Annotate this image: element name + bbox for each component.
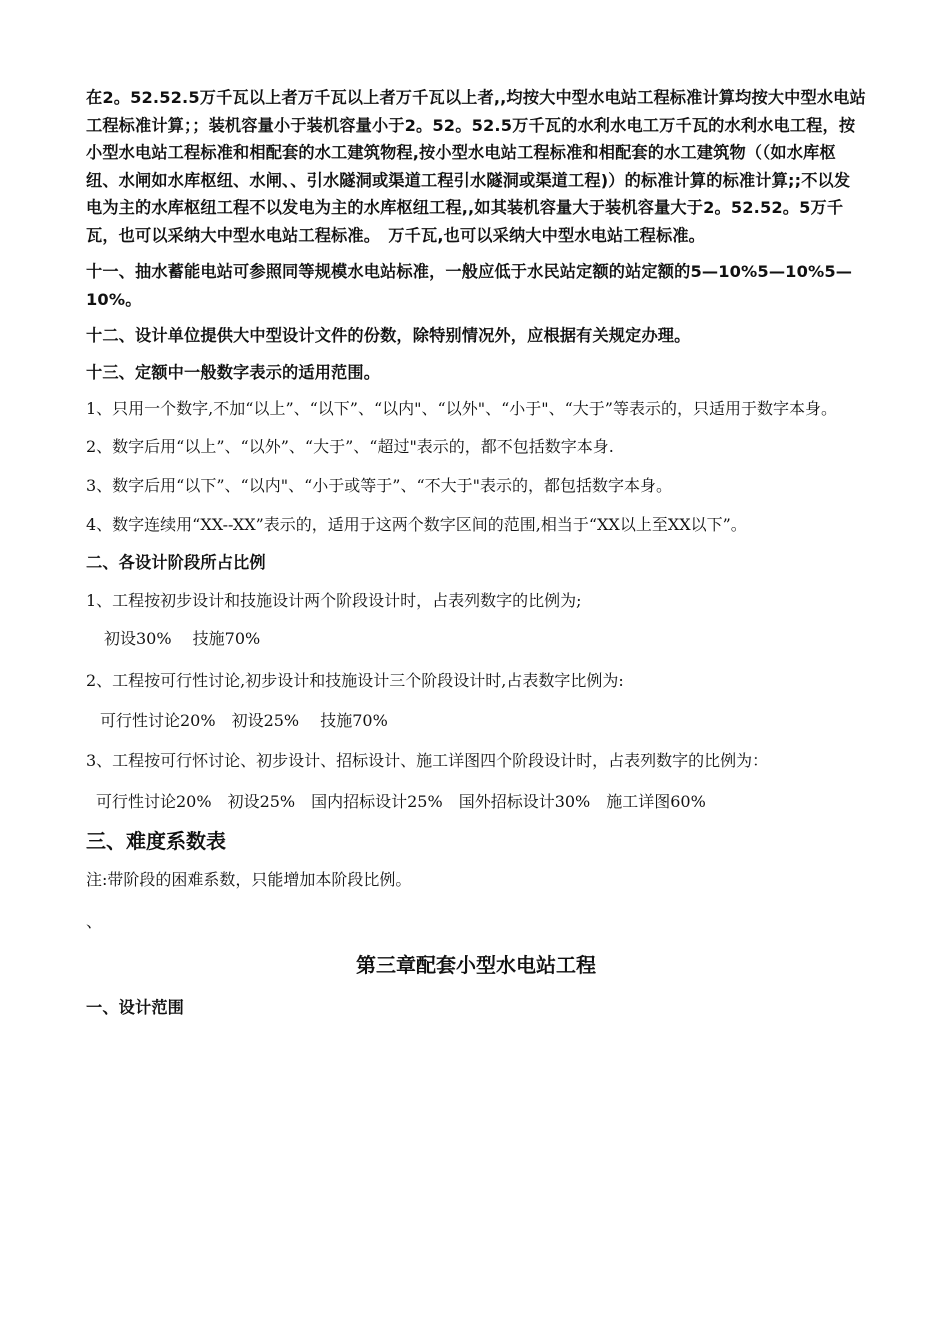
document-page bbox=[86, 84, 866, 1021]
paragraph-11: 十一、抽水蓄能电站可参照同等规模水电站标准，一般应低于水民站定额的站定额的5—10%5—10%5—10%。 bbox=[86, 262, 853, 309]
section-3-heading: 三、难度系数表 bbox=[86, 828, 226, 853]
rule-2: 2、数字后用“以上”、“以外”、“大于”、“超过"表示的，都不包括数字本身. bbox=[86, 437, 614, 456]
stage-3-values: 可行性讨论20% 初设25% 国内招标设计25% 国外招标设计30% 施工详图60% bbox=[96, 791, 706, 811]
paragraph-scope-standards: 在2。52.52.5万千瓦以上者万千瓦以上者万千瓦以上者,,均按大中型水电站工程标准计算均按大中型水电站工程标准计算；；装机容量小于装机容量小于2。52。52.5万千瓦的水利水电工万千瓦的水利水电工程，按小型水电站工程标准和相配套的水工建筑物程,按小型水电站工程标准和相配套的水工建筑物（（如水库枢纽、水闸如水库枢纽、水闸、、引水隧洞或渠道工程引水隧洞或渠道工程)）的标准计算的标准计算;;不以发电为主的水库枢纽工程不以发电为主的水库枢纽工程,,如其装机容量大于装机容量大于2。52.52。5万千瓦，也可以采纳大中型水电站工程标准。 万千瓦,也可以采纳大中型水电站工程标准。 bbox=[86, 88, 866, 245]
stage-2-values: 可行性讨论20% 初设25% 技施70% bbox=[100, 710, 388, 730]
section-1-heading: 一、设计范围 bbox=[86, 997, 185, 1017]
stage-1-values: 初设30% 技施70% bbox=[104, 628, 261, 648]
stage-1-text: 1、工程按初步设计和技施设计两个阶段设计时，占表列数字的比例为; bbox=[86, 590, 582, 610]
rule-1: 1、只用一个数字,不加“以上”、“以下”、“以内"、“以外"、“小于"、“大于”等表示的，只适用于数字本身。 bbox=[86, 399, 837, 418]
paragraph-13: 十三、定额中一般数字表示的适用范围。 bbox=[86, 362, 381, 382]
rule-3: 3、数字后用“以下”、“以内"、“小于或等于”、“不大于"表示的，都包括数字本身。 bbox=[86, 476, 672, 495]
chapter-title: 第三章配套小型水电站工程 bbox=[356, 952, 596, 977]
stage-2-text: 2、工程按可行性讨论,初步设计和技施设计三个阶段设计时,占表数字比例为: bbox=[86, 670, 624, 690]
paragraph-12: 十二、设计单位提供大中型设计文件的份数，除特别情况外，应根据有关规定办理。 bbox=[86, 326, 691, 345]
stray-mark: 、 bbox=[86, 911, 103, 931]
rule-4: 4、数字连续用“XX--XX”表示的，适用于这两个数字区间的范围,相当于“XX以上至XX以下”。 bbox=[86, 515, 747, 534]
stage-3-text: 3、工程按可行怀讨论、初步设计、招标设计、施工详图四个阶段设计时，占表列数字的比例为： bbox=[86, 750, 769, 770]
note-text: 注:带阶段的困难系数，只能增加本阶段比例。 bbox=[86, 869, 412, 889]
section-2-heading: 二、各设计阶段所占比例 bbox=[86, 553, 266, 572]
